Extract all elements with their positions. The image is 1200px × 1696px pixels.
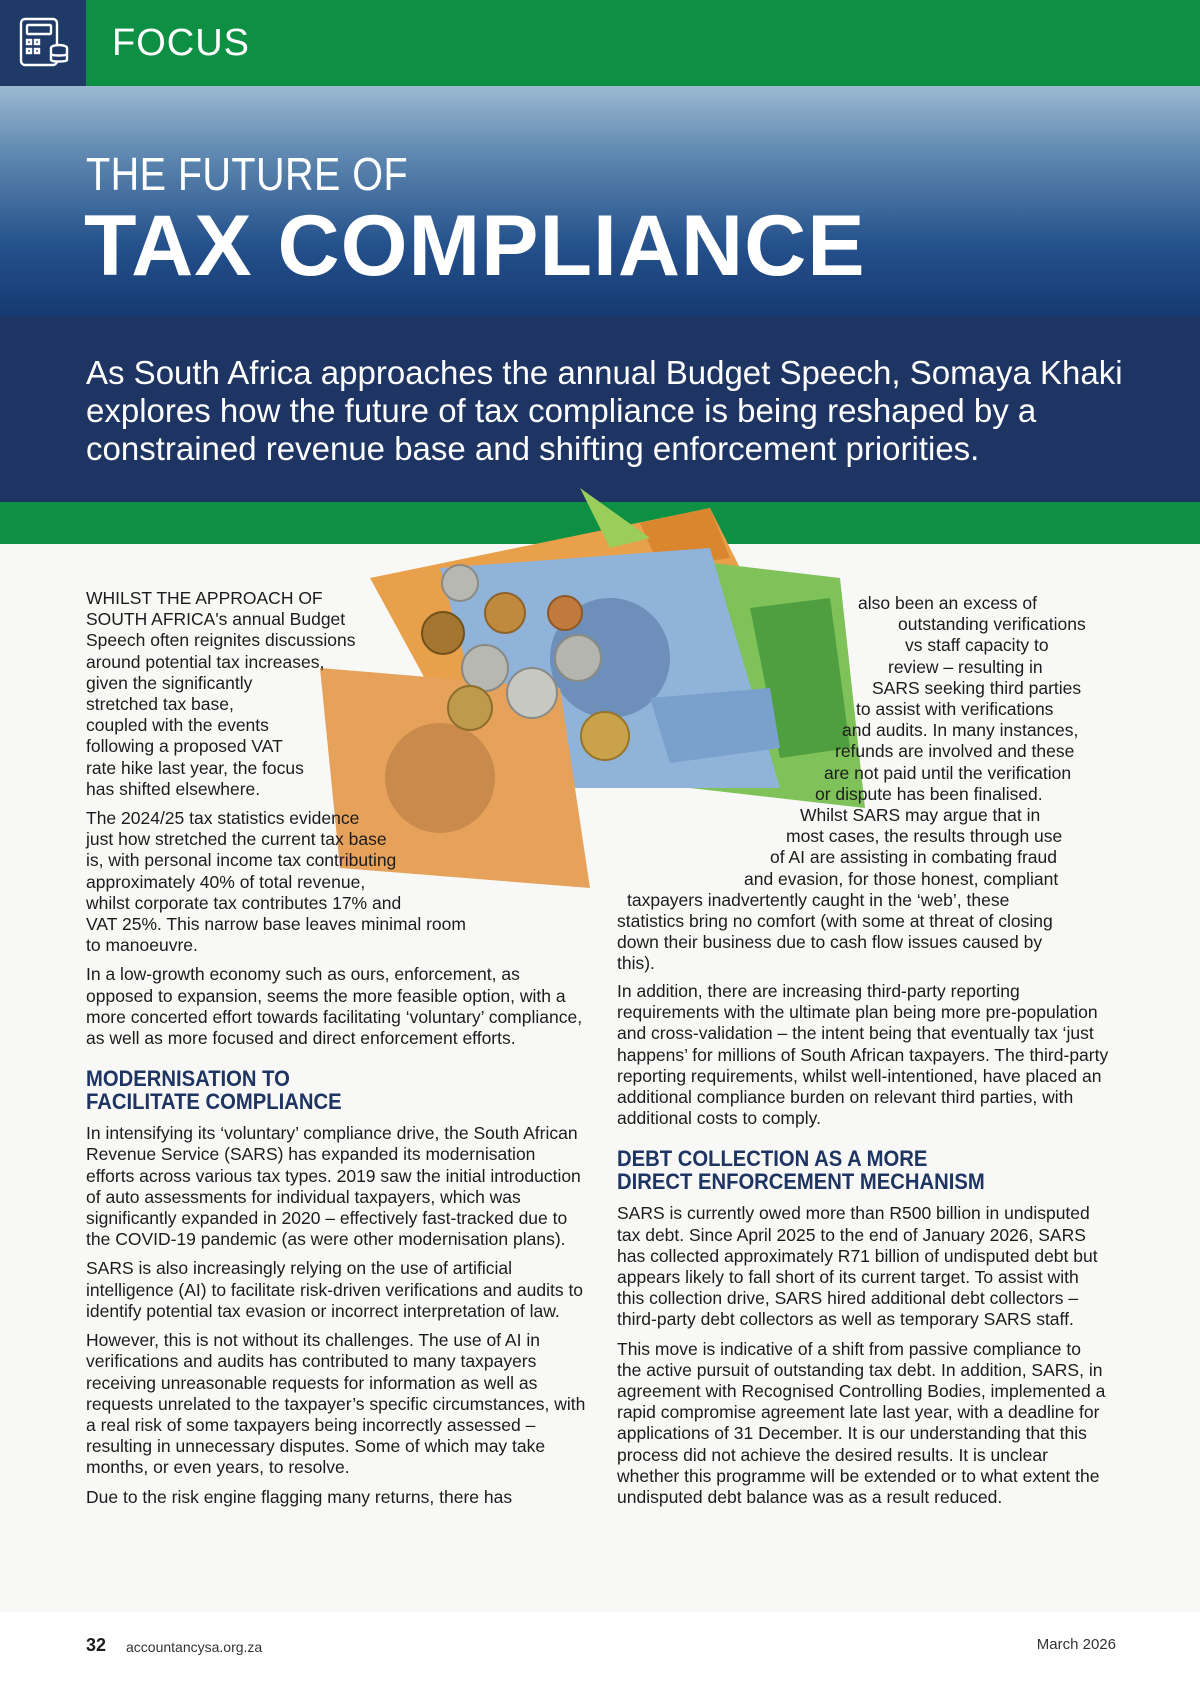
section-label: FOCUS	[112, 22, 250, 64]
body-paragraph: SARS is also increasingly relying on the use of artificial intelligence (AI) to facilitate risk-driven verifications and audits to identify potential tax evasion or incorrect interpretation of law.	[86, 1258, 584, 1321]
body-line: down their business due to cash flow issues caused by	[617, 932, 1043, 953]
body-line: approximately 40% of total revenue,	[86, 871, 366, 892]
lead-line: coupled with the events	[86, 715, 269, 736]
body-line: is, with personal income tax contributing	[86, 850, 397, 871]
body-paragraph: SARS is currently owed more than R500 billion in undisputed tax debt. Since April 2025 to the end of January 2026, SARS has collected approximately R71 billion of undisputed debt but appears likely to fall short of its current target. To assist with this collection drive, SARS hired additional debt collectors – third-party debt collectors as well as temporary SARS staff.	[617, 1203, 1098, 1330]
body-paragraph: Due to the risk engine flagging many returns, there has	[86, 1486, 513, 1507]
hero-banner	[0, 86, 1200, 316]
article-title: TAX COMPLIANCE	[84, 198, 866, 294]
lead-line: around potential tax increases,	[86, 651, 325, 672]
section-header-bar	[0, 0, 1200, 86]
body-line: whilst corporate tax contributes 17% and	[86, 892, 402, 913]
body-line: refunds are involved and these	[835, 741, 1075, 762]
lead-line: given the significantly	[86, 672, 253, 693]
body-paragraph: This move is indicative of a shift from passive compliance to the active pursuit of outstanding tax debt. In addition, SARS, in agreement with Recognised Controlling Bodies, implemented a rapid compromise agreement late last year, with a deadline for applications of 31 December. It is our understanding that this process did not achieve the desired results. It is unclear whether this programme will be extended or to what extent the undisputed debt balance was as a result reduced.	[617, 1338, 1106, 1508]
lead-line: rate hike last year, the focus	[86, 757, 304, 778]
footer-website[interactable]: accountancysa.org.za	[126, 1639, 263, 1655]
body-paragraph: In addition, there are increasing third-party reporting requirements with the ultimate plan being more pre-population and cross-validation – the intent being that eventually tax ‘just happens’ for millions of South African taxpayers. The third-party reporting requirements, whilst well-intentioned, have placed an additional compliance burden on relevant third parties, with additional costs to comply.	[617, 981, 1109, 1129]
article-right-column	[617, 981, 1110, 1516]
body-line: VAT 25%. This narrow base leaves minimal room	[86, 914, 466, 935]
body-line: review – resulting in	[888, 656, 1043, 677]
subheading-line: FACILITATE COMPLIANCE	[86, 1089, 342, 1115]
body-line: of AI are assisting in combating fraud	[770, 847, 1057, 868]
article-left-column	[86, 588, 586, 1516]
body-paragraph: However, this is not without its challenges. The use of AI in verifications and audits has contributed to many taxpayers receiving unreasonable requests for information as well as requests unrelated to the taxpayer’s specific circumstances, with a real risk of some taxpayers being incorrectly assessed – resulting in unnecessary disputes. Some of which may take months, or even years, to resolve.	[86, 1330, 586, 1478]
body-line: outstanding verifications	[898, 614, 1086, 635]
lead-line: Speech often reignites discussions	[86, 630, 356, 651]
body-paragraph	[86, 808, 586, 956]
body-line: to assist with verifications	[856, 699, 1054, 720]
article-standfirst: As South Africa approaches the annual Budget Speech, Somaya Khaki explores how the future of tax compliance is being reshaped by a constrained revenue base and shifting enforcement priorities.	[86, 354, 1123, 467]
body-line: this).	[617, 953, 655, 974]
lead-line: has shifted elsewhere.	[86, 778, 261, 799]
body-line: statistics bring no comfort (with some at threat of closing	[617, 911, 1053, 932]
article-right-column-wrap	[600, 593, 1110, 975]
subheading-debt-collection	[617, 1147, 1071, 1193]
section-icon-box	[0, 0, 86, 86]
body-line: just how stretched the current tax base	[86, 829, 387, 850]
article-pretitle: THE FUTURE OF	[86, 148, 409, 200]
body-line: The 2024/25 tax statistics evidence	[86, 808, 360, 829]
issue-date: March 2026	[1036, 1636, 1116, 1653]
lead-line: SOUTH AFRICA's annual Budget	[86, 609, 346, 630]
body-line: are not paid until the verification	[824, 762, 1072, 783]
lead-line: following a proposed VAT	[86, 736, 283, 757]
subheading-modernisation	[86, 1067, 546, 1113]
body-line: and audits. In many instances,	[842, 720, 1079, 741]
body-line: taxpayers inadvertently caught in the ‘web’, these	[627, 889, 1010, 910]
body-line: vs staff capacity to	[905, 635, 1049, 656]
body-line: most cases, the results through use	[786, 826, 1063, 847]
body-line: to manoeuvre.	[86, 935, 198, 956]
lead-paragraph	[86, 588, 586, 800]
body-line: also been an excess of	[858, 593, 1038, 613]
lead-line: stretched tax base,	[86, 694, 234, 715]
body-line: SARS seeking third parties	[872, 677, 1082, 698]
body-line: and evasion, for those honest, compliant	[744, 868, 1059, 889]
intro-band	[0, 316, 1200, 502]
page-number: 32	[86, 1635, 107, 1655]
lead-line: WHILST THE APPROACH OF	[86, 588, 323, 608]
subheading-line: MODERNISATION TO	[86, 1066, 290, 1092]
body-line: or dispute has been finalised.	[815, 783, 1043, 804]
body-paragraph: In intensifying its ‘voluntary’ compliance drive, the South African Revenue Service (SARS) has expanded its modernisation efforts across various tax types. 2019 saw the initial introduction of auto assessments for individual taxpayers, which was significantly expanded in 2020 – effectively fast-tracked due to the COVID-19 pandemic (as were other modernisation plans).	[86, 1123, 581, 1250]
calculator-icon	[18, 16, 70, 70]
body-line: Whilst SARS may argue that in	[800, 805, 1041, 826]
subheading-line: DIRECT ENFORCEMENT MECHANISM	[617, 1169, 985, 1195]
subheading-line: DEBT COLLECTION AS A MORE	[617, 1146, 928, 1172]
body-paragraph: In a low-growth economy such as ours, enforcement, as opposed to expansion, seems the more feasible option, with a more concerted effort towards facilitating ‘voluntary’ compliance, as well as more focused and direct enforcement efforts.	[86, 964, 583, 1049]
